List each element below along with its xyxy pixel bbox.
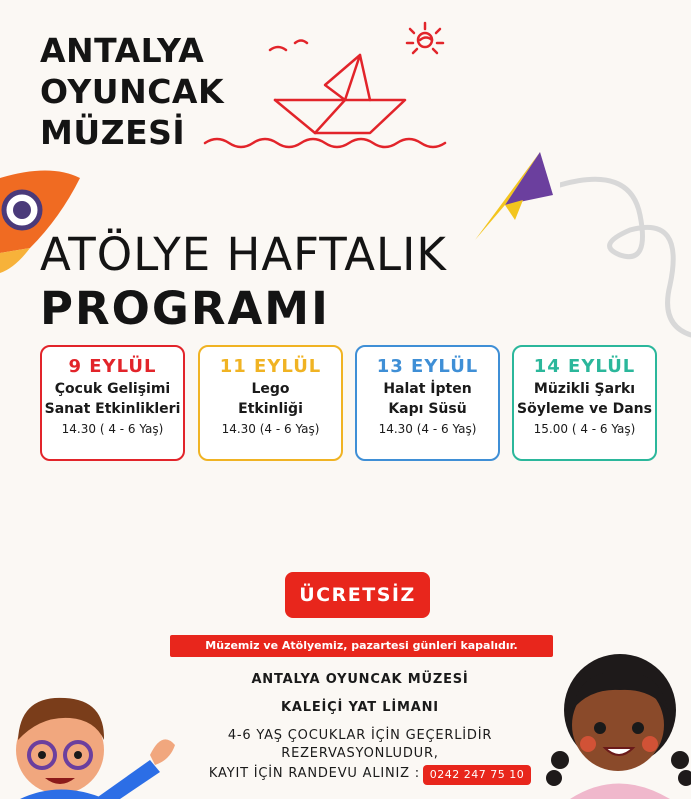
event-time: 14.30 (4 - 6 Yaş) [378, 422, 477, 436]
title-line-1: ATÖLYE HAFTALIK [40, 228, 447, 281]
phone-number[interactable]: 0242 247 75 10 [423, 765, 531, 785]
event-name-line-1: Çocuk Gelişimi [54, 381, 171, 397]
logo-line-3: MÜZESİ [40, 113, 186, 152]
paper-plane-icon [455, 150, 565, 250]
title-line-2: PROGRAMI [40, 282, 330, 335]
event-card-3 [355, 345, 500, 461]
event-name-line-2: Etkinliği [238, 401, 303, 417]
event-card-1 [40, 345, 185, 461]
program-title [40, 228, 447, 336]
logo-line-1: ANTALYA [40, 31, 205, 70]
info-location: KALEİÇİ YAT LİMANI [281, 700, 439, 715]
logo-line-2: OYUNCAK [40, 72, 225, 111]
event-time: 14.30 (4 - 6 Yaş) [221, 422, 320, 436]
free-badge: ÜCRETSİZ [285, 572, 430, 618]
event-name-line-2: Kapı Süsü [388, 401, 467, 417]
event-name-line-1: Halat İpten [383, 381, 472, 397]
event-card-2 [198, 345, 343, 461]
info-museum-name: ANTALYA OYUNCAK MÜZESİ [251, 672, 469, 687]
info-reservation: REZERVASYONLUDUR, [281, 746, 439, 761]
event-date: 14 EYLÜL [533, 356, 636, 377]
closed-notice: Müzemiz ve Atölyemiz, pazartesi günleri kapalıdır. [170, 635, 553, 657]
boy-illustration [0, 680, 190, 799]
event-name-line-2: Söyleme ve Dans [517, 401, 652, 417]
paper-boat-icon [195, 15, 475, 155]
info-register: KAYIT İÇİN RANDEVU ALINIZ : [208, 766, 420, 781]
event-name-line-1: Müzikli Şarkı [533, 381, 636, 397]
swirl-decoration [560, 175, 691, 345]
event-date: 11 EYLÜL [219, 356, 322, 377]
event-date: 9 EYLÜL [68, 356, 157, 377]
event-time: 14.30 ( 4 - 6 Yaş) [61, 422, 164, 436]
event-date: 13 EYLÜL [376, 356, 479, 377]
event-time: 15.00 ( 4 - 6 Yaş) [533, 422, 636, 436]
info-valid: 4-6 YAŞ ÇOCUKLAR İÇİN GEÇERLİDİR [227, 728, 493, 743]
girl-illustration [540, 640, 691, 799]
event-name-line-1: Lego [251, 381, 290, 397]
event-card-4 [512, 345, 657, 461]
event-name-line-2: Sanat Etkinlikleri [44, 401, 181, 417]
